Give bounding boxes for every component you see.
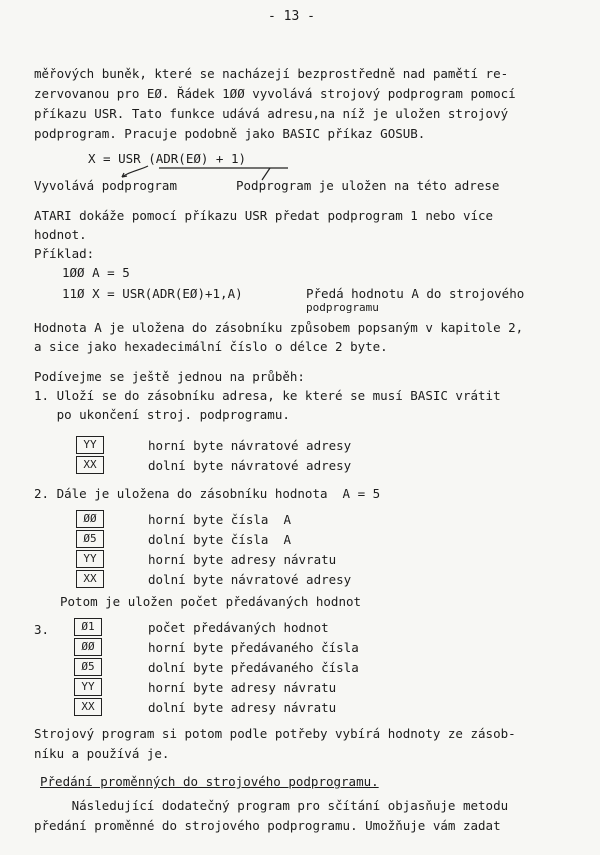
paragraph-line: příkazu USR. Tato funkce udává adresu,na níž je uložen strojový	[34, 106, 509, 121]
stack-desc: horní byte adresy návratu	[148, 680, 337, 695]
paragraph-line: níku a používá je.	[34, 746, 170, 761]
stack-desc: dolní byte adresy návratu	[148, 700, 337, 715]
code-line: 11Ø X = USR(ADR(EØ)+1,A)	[62, 286, 243, 301]
formula-left-label: Vyvolává podprogram	[34, 178, 177, 193]
stack-cell: Ø5	[74, 658, 102, 676]
stack-cell: XX	[74, 698, 102, 716]
paragraph-line: ATARI dokáže pomocí příkazu USR předat podprogram 1 nebo více	[34, 208, 494, 223]
paragraph-line: Následující dodatečný program pro sčítání objasňuje metodu	[34, 798, 509, 813]
stack-cell: ØØ	[76, 510, 104, 528]
paragraph-line: Strojový program si potom podle potřeby vybírá hodnoty ze zásob-	[34, 726, 516, 741]
stack-cell: YY	[76, 550, 104, 568]
paragraph-line: předání proměnné do strojového podprogramu. Umožňuje vám zadat	[34, 818, 501, 833]
stack-desc: horní byte adresy návratu	[148, 552, 337, 567]
step-2-line: 2. Dále je uložena do zásobníku hodnota A = 5	[34, 486, 381, 501]
paragraph-line: měřových buněk, které se nacházejí bezprostředně nad pamětí re-	[34, 66, 509, 81]
stack-cell: YY	[74, 678, 102, 696]
step-2-note: Potom je uložen počet předávaných hodnot	[60, 594, 362, 609]
code-line: 1ØØ A = 5	[62, 265, 130, 280]
stack-desc: dolní byte čísla A	[148, 532, 291, 547]
stack-desc: horní byte čísla A	[148, 512, 291, 527]
stack-cell: ØØ	[74, 638, 102, 656]
code-comment: podprogramu	[306, 301, 379, 314]
stack-cell: Ø5	[76, 530, 104, 548]
stack-cell: XX	[76, 456, 104, 474]
stack-desc: počet předávaných hodnot	[148, 620, 329, 635]
stack-desc: dolní byte návratové adresy	[148, 458, 352, 473]
paragraph-line: podprogram. Pracuje podobně jako BASIC příkaz GOSUB.	[34, 126, 426, 141]
step-1-line: 1. Uloží se do zásobníku adresa, ke které se musí BASIC vrátit	[34, 388, 501, 403]
paragraph-line: Hodnota A je uložena do zásobníku způsobem popsaným v kapitole 2,	[34, 320, 524, 335]
stack-cell: YY	[76, 436, 104, 454]
step-3-label: 3.	[34, 622, 50, 637]
example-label: Příklad:	[34, 246, 95, 261]
stack-desc: dolní byte předávaného čísla	[148, 660, 359, 675]
stack-desc: horní byte návratové adresy	[148, 438, 352, 453]
stack-cell: XX	[76, 570, 104, 588]
page-number: - 13 -	[268, 9, 315, 24]
section-heading: Předání proměnných do strojového podprogramu.	[40, 774, 379, 789]
formula-arrows	[0, 0, 600, 200]
step-1-line: po ukončení stroj. podprogramu.	[34, 407, 290, 422]
formula-right-label: Podprogram je uložen na této adrese	[236, 178, 500, 193]
code-comment: Předá hodnotu A do strojového	[306, 286, 525, 301]
paragraph-line: a sice jako hexadecimální číslo o délce 2 byte.	[34, 339, 388, 354]
usr-formula: X = USR (ADR(EØ) + 1)	[88, 151, 247, 166]
steps-intro: Podívejme se ještě jednou na průběh:	[34, 369, 305, 384]
stack-cell: Ø1	[74, 618, 102, 636]
paragraph-line: zervovanou pro EØ. Řádek 1ØØ vyvolává strojový podprogram pomocí	[34, 86, 516, 101]
stack-desc: horní byte předávaného čísla	[148, 640, 359, 655]
stack-desc: dolní byte návratové adresy	[148, 572, 352, 587]
paragraph-line: hodnot.	[34, 227, 87, 242]
